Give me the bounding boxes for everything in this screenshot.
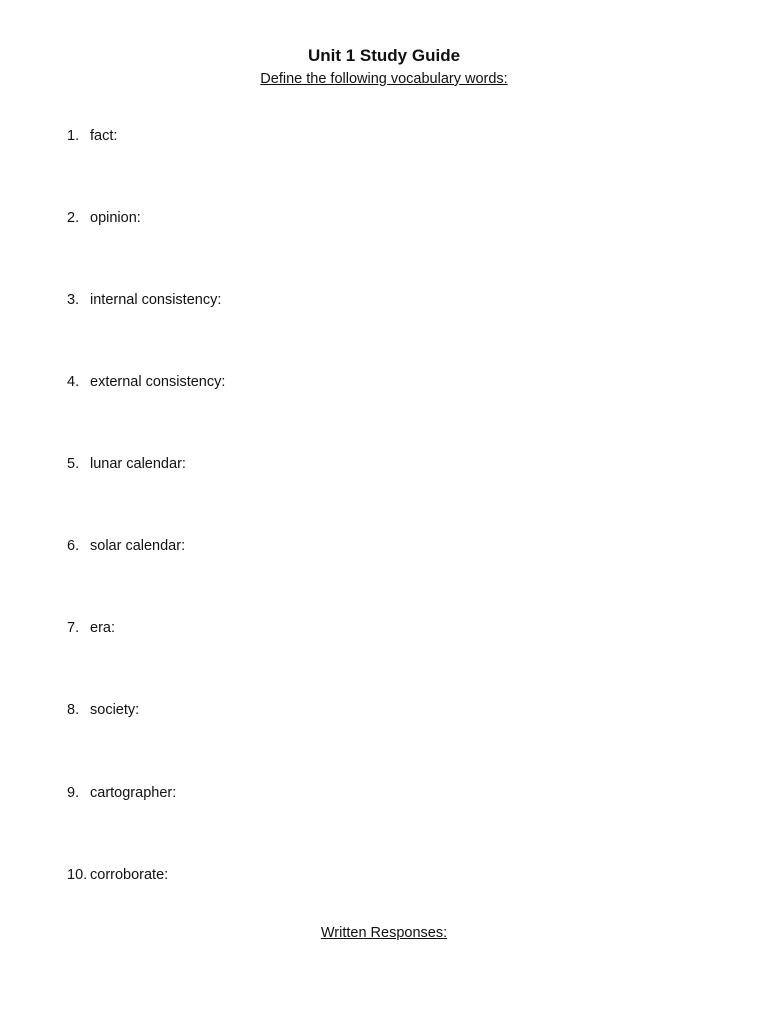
written-responses-heading: Written Responses: xyxy=(320,925,448,941)
item-term: external consistency: xyxy=(90,374,226,390)
item-term: cartographer: xyxy=(90,785,177,801)
item-number: 4. xyxy=(67,374,80,390)
list-item xyxy=(67,620,115,640)
item-number: 9. xyxy=(67,785,80,801)
list-item xyxy=(67,867,168,887)
list-item xyxy=(67,702,139,722)
item-number: 7. xyxy=(67,620,80,636)
item-term: corroborate: xyxy=(90,867,169,883)
list-item xyxy=(67,210,141,230)
item-term: solar calendar: xyxy=(90,538,186,554)
page-title: Unit 1 Study Guide xyxy=(307,46,461,65)
list-item xyxy=(67,292,221,312)
item-number: 6. xyxy=(67,538,80,554)
list-item xyxy=(67,374,225,394)
item-term: society: xyxy=(90,702,140,718)
item-number: 2. xyxy=(67,210,80,226)
item-term: era: xyxy=(90,620,115,636)
item-number: 3. xyxy=(67,292,80,308)
list-item xyxy=(67,538,185,558)
item-number: 1. xyxy=(67,128,80,144)
item-number: 5. xyxy=(67,456,80,472)
list-item xyxy=(67,785,176,805)
item-term: fact: xyxy=(90,128,118,144)
item-term: opinion: xyxy=(90,210,141,226)
item-number: 8. xyxy=(67,702,80,718)
item-number: 10. xyxy=(67,867,88,883)
item-term: internal consistency: xyxy=(90,292,222,308)
list-item xyxy=(67,456,186,476)
page-subtitle: Define the following vocabulary words: xyxy=(260,71,508,87)
list-item xyxy=(67,128,117,148)
item-term: lunar calendar: xyxy=(90,456,186,472)
